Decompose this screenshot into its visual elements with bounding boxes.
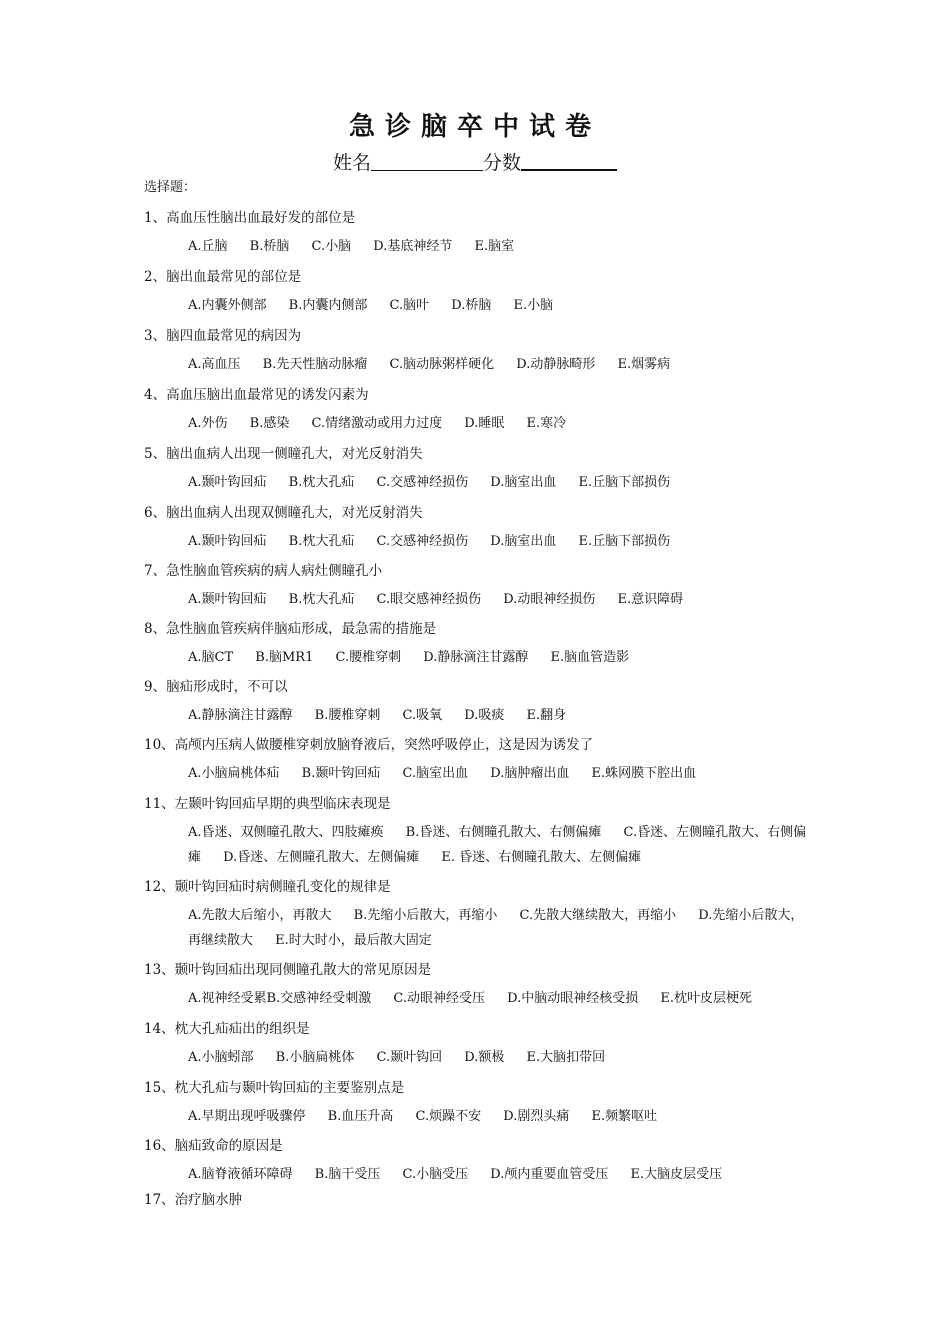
answer-option[interactable]: C.颞叶钩回: [376, 1050, 443, 1065]
answer-option[interactable]: C.动眼神经受压: [393, 991, 485, 1006]
answer-option[interactable]: A.高血压: [188, 357, 241, 372]
answer-option[interactable]: C.小脑: [311, 239, 352, 254]
answer-option[interactable]: C.交感神经损伤: [376, 534, 469, 549]
option-row: [188, 1045, 623, 1070]
answer-option[interactable]: A.颞叶钩回疝: [188, 534, 267, 549]
answer-option[interactable]: B.感染: [249, 416, 290, 431]
answer-option[interactable]: E.丘脑下部损伤: [578, 534, 671, 549]
answer-option[interactable]: A.脑CT: [188, 650, 234, 665]
answer-option[interactable]: D.静脉滴注甘露醇: [423, 650, 529, 665]
option-row: [188, 1162, 740, 1187]
question-stem: 4、高血压脑出血最常见的诱发闪素为: [144, 387, 369, 403]
option-row: [188, 703, 584, 728]
answer-option[interactable]: E.脑室: [474, 239, 515, 254]
option-row: [188, 1104, 675, 1129]
answer-option[interactable]: D.睡眠: [464, 416, 505, 431]
name-blank[interactable]: [371, 152, 483, 171]
answer-option[interactable]: B.脑MR1: [255, 650, 314, 665]
option-row: [188, 903, 808, 953]
option-row: [188, 986, 770, 1011]
answer-option[interactable]: B.脑干受压: [314, 1167, 381, 1182]
answer-option[interactable]: C.昏迷、左侧瞳孔散大、右侧偏瘫: [188, 825, 807, 865]
answer-option[interactable]: C.情绪激动或用力过度: [311, 416, 443, 431]
exam-title: 急诊脑卒中试卷: [348, 112, 601, 142]
answer-option[interactable]: B.颞叶钩回疝: [301, 766, 381, 781]
answer-option[interactable]: B.内囊内侧部: [288, 298, 368, 313]
question-stem: 1、高血压性脑出血最好发的部位是: [144, 210, 356, 226]
answer-option[interactable]: E.丘脑下部损伤: [578, 475, 671, 490]
answer-option[interactable]: A.先散大后缩小，再散大: [188, 908, 332, 923]
answer-option[interactable]: C.腰椎穿刺: [335, 650, 402, 665]
answer-option[interactable]: A.视神经受累B.交感神经受刺激: [188, 991, 372, 1006]
answer-option[interactable]: E.意识障碍: [617, 592, 684, 607]
option-row: [188, 820, 808, 870]
answer-option[interactable]: A.小脑蚓部: [188, 1050, 254, 1065]
answer-option[interactable]: A.静脉滴注甘露醇: [188, 708, 293, 723]
option-row: [188, 293, 571, 318]
question-stem: 16、脑疝致命的原因是: [144, 1138, 283, 1154]
answer-option[interactable]: E.蛛网膜下腔出血: [591, 766, 697, 781]
question-stem: 12、颞叶钩回疝时病侧瞳孔变化的规律是: [144, 879, 391, 895]
answer-option[interactable]: D.颅内重要血管受压: [490, 1167, 609, 1182]
answer-option[interactable]: A.脑脊液循环障碍: [188, 1167, 293, 1182]
answer-option[interactable]: A.早期出现呼吸骤停: [188, 1109, 306, 1124]
question-stem: 8、急性脑血管疾病伴脑疝形成，最急需的措施是: [144, 621, 437, 637]
question-stem: 2、脑出血最常见的部位是: [144, 269, 302, 285]
question-stem: 15、枕大孔疝与颞叶钩回疝的主要鉴别点是: [144, 1080, 405, 1096]
answer-option[interactable]: E.烟雾病: [617, 357, 671, 372]
answer-option[interactable]: D.先缩小后散大，再继续散大: [188, 908, 804, 948]
answer-option[interactable]: D.脑室出血: [490, 475, 557, 490]
answer-option[interactable]: E.小脑: [513, 298, 554, 313]
question-stem: 5、脑出血病人出现一侧瞳孔大，对光反射消失: [144, 446, 423, 462]
answer-option[interactable]: B.枕大孔疝: [288, 534, 355, 549]
question-stem: 17、治疗脑水肿: [144, 1192, 243, 1208]
option-row: [188, 529, 688, 554]
answer-option[interactable]: D.昏迷、左侧瞳孔散大、左侧偏瘫: [223, 850, 420, 865]
answer-option[interactable]: E.大脑扣带回: [526, 1050, 606, 1065]
answer-option[interactable]: B.枕大孔疝: [288, 592, 355, 607]
answer-option[interactable]: E.大脑皮层受压: [630, 1167, 723, 1182]
answer-option[interactable]: E.时大时小，最后散大固定: [275, 933, 432, 948]
answer-option[interactable]: A.小脑扁桃体疝: [188, 766, 280, 781]
answer-option[interactable]: C.交感神经损伤: [376, 475, 469, 490]
question-stem: 7、急性脑血管疾病的病人病灶侧瞳孔小: [144, 563, 383, 579]
answer-option[interactable]: A.昏迷、双侧瞳孔散大、四肢瘫痪: [188, 825, 384, 840]
option-row: [188, 587, 701, 612]
question-stem: 13、颞叶钩回疝出现同侧瞳孔散大的常见原因是: [144, 962, 432, 978]
answer-option[interactable]: E.脑血管造影: [550, 650, 630, 665]
section-heading: 选择题：: [144, 180, 197, 195]
answer-option[interactable]: C.吸氧: [402, 708, 443, 723]
answer-option[interactable]: B.枕大孔疝: [288, 475, 355, 490]
question-stem: 11、左颞叶钩回疝早期的典型临床表现是: [144, 796, 391, 812]
answer-option[interactable]: E. 昏迷、右侧瞳孔散大、左侧偏瘫: [441, 850, 642, 865]
answer-option[interactable]: D.中脑动眼神经核受损: [507, 991, 639, 1006]
question-stem: 10、高颅内压病人做腰椎穿刺放脑脊液后，突然呼吸停止，这是因为诱发了: [144, 737, 594, 753]
answer-option[interactable]: B.先缩小后散大，再缩小: [353, 908, 498, 923]
answer-option[interactable]: C.脑叶: [389, 298, 430, 313]
answer-option[interactable]: B.昏迷、右侧瞳孔散大、右侧偏瘫: [405, 825, 602, 840]
answer-option[interactable]: A.颞叶钩回疝: [188, 475, 267, 490]
answer-option[interactable]: D.脑肿瘤出血: [490, 766, 570, 781]
option-row: [188, 470, 688, 495]
answer-option[interactable]: B.桥脑: [249, 239, 290, 254]
answer-option[interactable]: E.频繁呕吐: [591, 1109, 658, 1124]
name-label: 姓名: [332, 152, 371, 174]
option-row: [188, 411, 584, 436]
question-stem: 3、脑四血最常见的病因为: [144, 328, 302, 344]
answer-option[interactable]: D.脑室出血: [490, 534, 557, 549]
question-stem: 14、枕大孔疝疝出的组织是: [144, 1021, 310, 1037]
question-stem: 9、脑疝形成时，不可以: [144, 679, 288, 695]
answer-option[interactable]: C.小脑受压: [402, 1167, 469, 1182]
option-row: [188, 352, 688, 377]
answer-option[interactable]: A.颞叶钩回疝: [188, 592, 267, 607]
answer-option[interactable]: B.腰椎穿刺: [314, 708, 381, 723]
answer-option[interactable]: E.寒冷: [526, 416, 567, 431]
answer-option[interactable]: E.枕叶皮层梗死: [660, 991, 752, 1006]
answer-option[interactable]: E.翻身: [526, 708, 567, 723]
answer-option[interactable]: C.烦躁不安: [415, 1109, 482, 1124]
option-row: [188, 234, 532, 259]
answer-option[interactable]: B.先天性脑动脉瘤: [262, 357, 368, 372]
answer-option[interactable]: D.额极: [464, 1050, 505, 1065]
option-row: [188, 645, 647, 670]
answer-option[interactable]: B.小脑扁桃体: [275, 1050, 355, 1065]
score-label: 分数: [483, 152, 522, 174]
answer-option[interactable]: D.桥脑: [451, 298, 492, 313]
answer-option[interactable]: A.丘脑: [188, 239, 228, 254]
answer-option[interactable]: D.基底神经节: [373, 239, 453, 254]
name-score-line: [0, 150, 950, 176]
answer-option[interactable]: C.脑室出血: [402, 766, 469, 781]
answer-option[interactable]: D.剧烈头痛: [503, 1109, 570, 1124]
answer-option[interactable]: D.动静脉畸形: [516, 357, 596, 372]
score-blank[interactable]: [521, 151, 617, 171]
answer-option[interactable]: C.眼交感神经损伤: [376, 592, 482, 607]
answer-option[interactable]: C.脑动脉粥样硬化: [389, 357, 495, 372]
answer-option[interactable]: A.外伤: [188, 416, 228, 431]
answer-option[interactable]: D.动眼神经损伤: [503, 592, 596, 607]
answer-option[interactable]: D.吸痰: [464, 708, 505, 723]
option-row: [188, 761, 714, 786]
answer-option[interactable]: A.内囊外侧部: [188, 298, 267, 313]
answer-option[interactable]: B.血压升高: [327, 1109, 394, 1124]
question-stem: 6、脑出血病人出现双侧瞳孔大，对光反射消失: [144, 505, 423, 521]
answer-option[interactable]: C.先散大继续散大，再缩小: [519, 908, 677, 923]
